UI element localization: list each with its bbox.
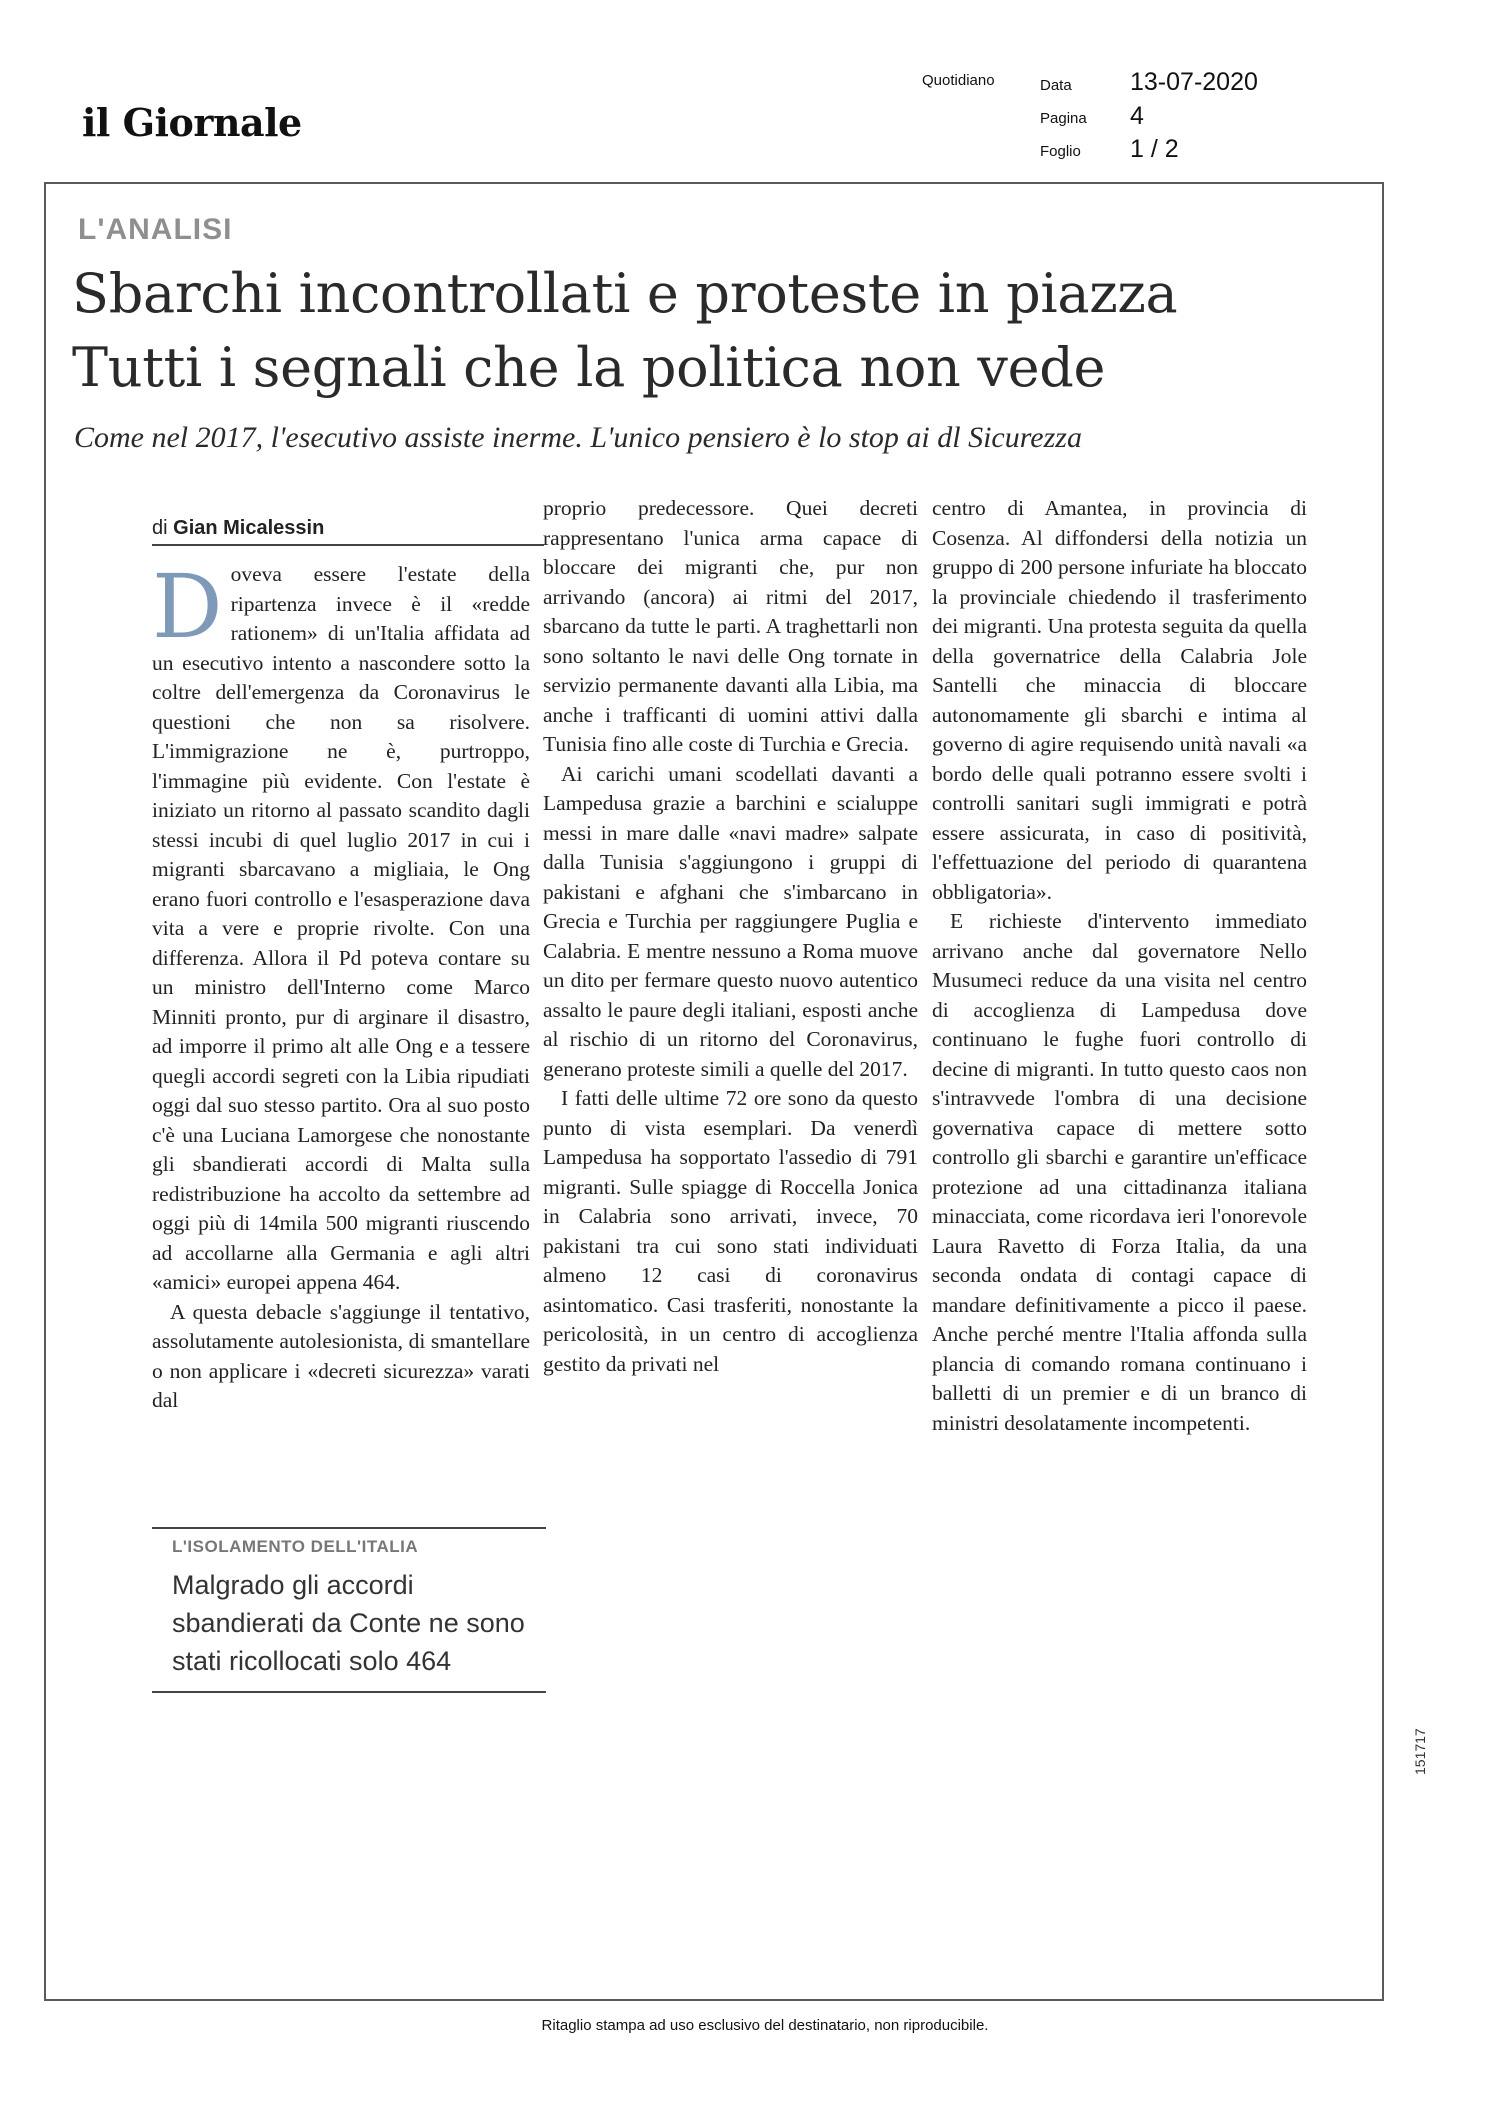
paragraph-text: oveva essere l'estate della ripartenza invece è il «redde rationem» di un'Italia affidata ad un esecutivo intento a nascondere sotto la coltre dell'emergenza da Coronavirus le questioni che non sa risolvere. L'immigrazione ne è, purtroppo, l'immagine più evidente. Con l'estate è iniziato un ritorno al passato scandito dagli stessi incubi di quel luglio 2017 in cui i migranti sbarcavano a migliaia, le Ong erano fuori controllo e l'esasperazione dava vita a vere e proprie rivolte. Con una differenza. Allora il Pd poteva contare su un ministro dell'Interno come Marco Minniti pronto, pur di arginare il disastro, ad imporre il primo alt alle Ong e a tessere quegli accordi segreti con la Libia ripudiati oggi dal suo stesso partito. Ora al suo posto c'è una Luciana Lamorgese che nonostante gli sbandierati accordi di Malta sulla redistribuzione ha accolto da settembre ad oggi più di 14mila 500 migranti riuscendo ad accollarne alla Germania e agli altri «amici» europei appena 464. xyxy=(152,562,530,1294)
sheet-label: Foglio xyxy=(1040,143,1081,160)
date-value: 13-07-2020 xyxy=(1130,68,1258,96)
sidebar-box-kicker: L'ISOLAMENTO DELL'ITALIA xyxy=(172,1537,419,1556)
page-label: Pagina xyxy=(1040,110,1087,127)
paragraph: centro di Amantea, in provincia di Cosenza. Al diffondersi della notizia un gruppo di 200 persone infuriate ha bloccato la provinciale chiedendo il trasferimento dei migranti. Una protesta seguita da quella della governatrice della Calabria Jole Santelli che minaccia di bloccare autonomamente gli sbarchi e intima al governo di agire requisendo unità navali «a bordo delle quali potranno essere svolti i controlli sanitari sugli immigrati e potrà essere assicurata, in caso di positività, l'effettuazione del periodo di quarantena obbligatoria». xyxy=(932,496,1307,904)
byline xyxy=(152,517,544,546)
paragraph: Ai carichi umani scodellati davanti a Lampedusa grazie a barchini e scialuppe messi in mare dalle «navi madre» salpate dalla Tunisia s'aggiungono i gruppi di pakistani e afghani che s'imbarcano in Grecia e Turchia per raggiungere Puglia e Calabria. E mentre nessuno a Roma muove un dito per fermare questo nuovo autentico assalto le paure degli italiani, esposti anche al rischio di un ritorno del Coronavirus, generano proteste simili a quelle del 2017. xyxy=(543,761,918,1081)
paragraph: I fatti delle ultime 72 ore sono da questo punto di vista esemplari. Da venerdì Lampedusa ha sopportato l'assedio di 791 migranti. Sulle spiagge di Roccella Jonica in Calabria sono arrivati, invece, 70 pakistani tra cui sono stati individuati almeno 12 casi di coronavirus asintomatico. Casi trasferiti, nonostante la pericolosità, in un centro di accoglienza gestito da privati nel xyxy=(543,1086,918,1376)
date-label: Data xyxy=(1040,77,1072,94)
publication-type: Quotidiano xyxy=(922,72,995,89)
clipping-code: 151717 xyxy=(1412,1728,1428,1775)
article-column-1 xyxy=(152,555,530,1416)
headline-line-2: Tutti i segnali che la politica non vede xyxy=(72,336,1106,399)
footer-disclaimer: Ritaglio stampa ad uso esclusivo del destinatario, non riproducibile. xyxy=(541,2017,989,2034)
article-kicker: L'ANALISI xyxy=(78,213,233,246)
sheet-value: 1 / 2 xyxy=(1130,135,1179,163)
sidebar-box-text: Malgrado gli accordi sbandierati da Conte ne sono stati ricollocati solo 464 xyxy=(172,1570,525,1676)
paragraph xyxy=(152,555,530,1298)
byline-author: Gian Micalessin xyxy=(173,517,325,539)
newspaper-masthead: il Giornale xyxy=(82,100,302,145)
paragraph: E richieste d'intervento immediato arrivano anche dal governatore Nello Musumeci reduce da una visita nel centro di accoglienza di Lampedusa dove continuano le fughe fuori controllo di decine di migranti. In tutto questo caos non s'intravvede l'ombra di una decisione governativa capace di mettere sotto controllo gli sbarchi e garantire un'efficace protezione ad una cittadinanza italiana minacciata, come ricordava ieri l'onorevole Laura Ravetto di Forza Italia, da una seconda ondata di contagi capace di mandare definitivamente a picco il paese. Anche perché mentre l'Italia affonda sulla plancia di comando romana continuano i balletti di un premier e di un branco di ministri desolatamente incompetenti. xyxy=(932,909,1307,1435)
headline-line-1: Sbarchi incontrollati e proteste in piazza xyxy=(72,262,1178,325)
byline-prefix: di xyxy=(152,517,168,539)
paragraph: proprio predecessore. Quei decreti rappresentano l'unica arma capace di bloccare dei migranti che, pur non arrivando (ancora) ai ritmi del 2017, sbarcano da tutte le parti. A traghettarli non sono soltanto le navi delle Ong tornate in servizio permanente davanti alla Libia, ma anche i trafficanti di uomini attivi dalla Tunisia fino alle coste di Turchia e Grecia. xyxy=(543,496,918,756)
article-column-3 xyxy=(932,494,1307,1438)
article-subhead: Come nel 2017, l'esecutivo assiste inerme. L'unico pensiero è lo stop ai dl Sicurezza xyxy=(74,421,1082,454)
paragraph: A questa debacle s'aggiunge il tentativo, assolutamente autolesionista, di smantellare o non applicare i «decreti sicurezza» varati dal xyxy=(152,1299,530,1412)
sidebar-box-rule-bottom xyxy=(152,1691,546,1693)
drop-cap: D xyxy=(152,555,223,658)
article-column-2 xyxy=(543,494,918,1379)
sidebar-box-rule-top xyxy=(152,1527,546,1529)
page-value: 4 xyxy=(1130,102,1144,130)
